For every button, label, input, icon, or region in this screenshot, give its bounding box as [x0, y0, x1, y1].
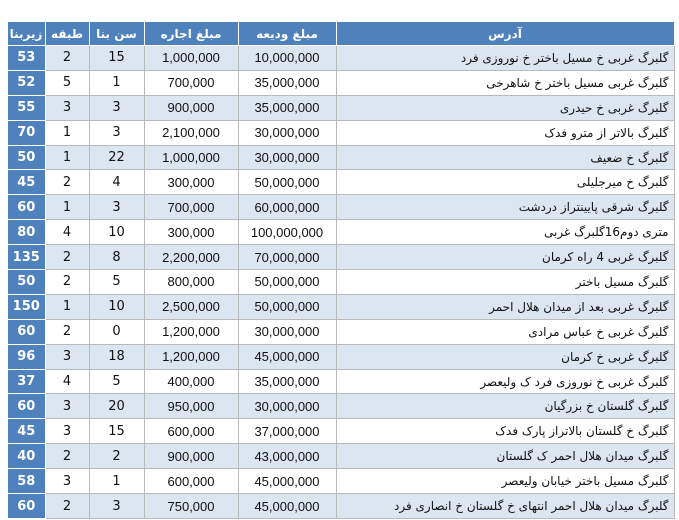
- table-row: [7, 120, 674, 145]
- floor-cell: 3: [45, 394, 89, 419]
- table-row: [7, 319, 674, 344]
- address-cell: گلبرگ غربی خ عباس مرادی: [336, 319, 674, 344]
- address-cell: گلبرگ غربی خ کرمان: [336, 344, 674, 369]
- area-cell: 45: [7, 419, 45, 444]
- table-row: [7, 394, 674, 419]
- age-cell: 1: [89, 469, 144, 494]
- floor-cell: 3: [45, 419, 89, 444]
- table-row: [7, 294, 674, 319]
- address-cell: گلبرگ خ میرجلیلی: [336, 170, 674, 195]
- area-cell: 60: [7, 319, 45, 344]
- area-cell: 70: [7, 120, 45, 145]
- rent-cell: 1,000,000: [144, 145, 238, 170]
- deposit-cell: 60,000,000: [238, 195, 336, 220]
- area-cell: 50: [7, 145, 45, 170]
- rent-cell: 950,000: [144, 394, 238, 419]
- rent-cell: 400,000: [144, 369, 238, 394]
- address-cell: گلبرگ میدان هلال احمر انتهای خ گلستان خ انصاری فرد: [336, 494, 674, 519]
- floor-cell: 2: [45, 319, 89, 344]
- rent-cell: 2,100,000: [144, 120, 238, 145]
- area-cell: 55: [7, 95, 45, 120]
- deposit-cell: 50,000,000: [238, 270, 336, 295]
- floor-cell: 2: [45, 46, 89, 71]
- area-cell: 58: [7, 469, 45, 494]
- age-cell: 8: [89, 245, 144, 270]
- floor-cell: 3: [45, 469, 89, 494]
- address-cell: گلبرگ غربی بعد از میدان هلال احمر: [336, 294, 674, 319]
- rent-cell: 750,000: [144, 494, 238, 519]
- table-header: [7, 22, 674, 46]
- age-cell: 10: [89, 220, 144, 245]
- address-cell: گلبرگ مسیل باختر خیابان ولیعصر: [336, 469, 674, 494]
- header-deposit: مبلغ ودیعه: [238, 22, 336, 46]
- header-address: آدرس: [336, 22, 674, 46]
- rent-cell: 300,000: [144, 170, 238, 195]
- age-cell: 3: [89, 195, 144, 220]
- rent-cell: 900,000: [144, 95, 238, 120]
- area-cell: 96: [7, 344, 45, 369]
- age-cell: 10: [89, 294, 144, 319]
- header-floor: طبقه: [45, 22, 89, 46]
- deposit-cell: 30,000,000: [238, 120, 336, 145]
- header-rent: مبلغ اجاره: [144, 22, 238, 46]
- header-age: سن بنا: [89, 22, 144, 46]
- header-row: [7, 22, 674, 46]
- deposit-cell: 43,000,000: [238, 444, 336, 469]
- area-cell: 45: [7, 170, 45, 195]
- rental-listings-table: [6, 21, 675, 519]
- area-cell: 150: [7, 294, 45, 319]
- age-cell: 5: [89, 270, 144, 295]
- rent-cell: 300,000: [144, 220, 238, 245]
- rent-cell: 900,000: [144, 444, 238, 469]
- rent-cell: 1,200,000: [144, 319, 238, 344]
- area-cell: 50: [7, 270, 45, 295]
- age-cell: 15: [89, 46, 144, 71]
- deposit-cell: 70,000,000: [238, 245, 336, 270]
- deposit-cell: 37,000,000: [238, 419, 336, 444]
- deposit-cell: 10,000,000: [238, 46, 336, 71]
- deposit-cell: 30,000,000: [238, 145, 336, 170]
- table-row: [7, 494, 674, 519]
- deposit-cell: 45,000,000: [238, 494, 336, 519]
- address-cell: گلبرگ مسیل باختر: [336, 270, 674, 295]
- rent-cell: 800,000: [144, 270, 238, 295]
- table-row: [7, 270, 674, 295]
- age-cell: 22: [89, 145, 144, 170]
- floor-cell: 4: [45, 369, 89, 394]
- age-cell: 2: [89, 444, 144, 469]
- age-cell: 15: [89, 419, 144, 444]
- floor-cell: 1: [45, 145, 89, 170]
- area-cell: 53: [7, 46, 45, 71]
- address-cell: گلبرگ غربی مسیل باختر خ شاهرخی: [336, 70, 674, 95]
- table-row: [7, 444, 674, 469]
- address-cell: گلبرگ غربی خ حیدری: [336, 95, 674, 120]
- floor-cell: 1: [45, 195, 89, 220]
- area-cell: 60: [7, 394, 45, 419]
- deposit-cell: 50,000,000: [238, 170, 336, 195]
- floor-cell: 2: [45, 444, 89, 469]
- deposit-cell: 30,000,000: [238, 319, 336, 344]
- rent-cell: 2,200,000: [144, 245, 238, 270]
- address-cell: گلبرگ غربی خ نوروزی فرد ک ولیعصر: [336, 369, 674, 394]
- table-row: [7, 195, 674, 220]
- deposit-cell: 35,000,000: [238, 95, 336, 120]
- deposit-cell: 45,000,000: [238, 469, 336, 494]
- floor-cell: 1: [45, 294, 89, 319]
- age-cell: 1: [89, 70, 144, 95]
- table-row: [7, 369, 674, 394]
- age-cell: 3: [89, 95, 144, 120]
- floor-cell: 3: [45, 344, 89, 369]
- deposit-cell: 45,000,000: [238, 344, 336, 369]
- floor-cell: 1: [45, 120, 89, 145]
- header-area: زیربنا: [7, 22, 45, 46]
- table-row: [7, 469, 674, 494]
- area-cell: 135: [7, 245, 45, 270]
- table-row: [7, 220, 674, 245]
- table-body: [7, 46, 674, 519]
- address-cell: گلبرگ غربی خ مسیل باختر خ نوروزی فرد: [336, 46, 674, 71]
- age-cell: 18: [89, 344, 144, 369]
- age-cell: 5: [89, 369, 144, 394]
- address-cell: گلبرگ خ گلستان بالاتراز پارک فدک: [336, 419, 674, 444]
- deposit-cell: 30,000,000: [238, 394, 336, 419]
- rent-cell: 700,000: [144, 195, 238, 220]
- address-cell: گلبرگ میدان هلال احمر ک گلستان: [336, 444, 674, 469]
- age-cell: 20: [89, 394, 144, 419]
- rent-cell: 600,000: [144, 469, 238, 494]
- area-cell: 40: [7, 444, 45, 469]
- age-cell: 3: [89, 494, 144, 519]
- table-row: [7, 46, 674, 71]
- area-cell: 60: [7, 195, 45, 220]
- table-row: [7, 145, 674, 170]
- rent-cell: 1,000,000: [144, 46, 238, 71]
- age-cell: 4: [89, 170, 144, 195]
- address-cell: گلبرگ غربی 4 راه کرمان: [336, 245, 674, 270]
- deposit-cell: 100,000,000: [238, 220, 336, 245]
- rent-cell: 600,000: [144, 419, 238, 444]
- deposit-cell: 35,000,000: [238, 369, 336, 394]
- age-cell: 3: [89, 120, 144, 145]
- area-cell: 52: [7, 70, 45, 95]
- rent-cell: 2,500,000: [144, 294, 238, 319]
- table-row: [7, 95, 674, 120]
- area-cell: 37: [7, 369, 45, 394]
- address-cell: گلبرگ گلستان خ بزرگیان: [336, 394, 674, 419]
- floor-cell: 2: [45, 494, 89, 519]
- floor-cell: 4: [45, 220, 89, 245]
- table-row: [7, 344, 674, 369]
- table-row: [7, 245, 674, 270]
- floor-cell: 2: [45, 245, 89, 270]
- age-cell: 0: [89, 319, 144, 344]
- floor-cell: 3: [45, 95, 89, 120]
- address-cell: متری دوم16گلبرگ غربی: [336, 220, 674, 245]
- area-cell: 80: [7, 220, 45, 245]
- area-cell: 60: [7, 494, 45, 519]
- table-row: [7, 170, 674, 195]
- rent-cell: 1,200,000: [144, 344, 238, 369]
- table-row: [7, 70, 674, 95]
- address-cell: گلبرگ شرقی پایینتراز دردشت: [336, 195, 674, 220]
- address-cell: گلبرگ بالاتر از مترو فدک: [336, 120, 674, 145]
- floor-cell: 2: [45, 270, 89, 295]
- deposit-cell: 35,000,000: [238, 70, 336, 95]
- rent-cell: 700,000: [144, 70, 238, 95]
- address-cell: گلبرگ خ ضعیف: [336, 145, 674, 170]
- floor-cell: 2: [45, 170, 89, 195]
- table-row: [7, 419, 674, 444]
- floor-cell: 5: [45, 70, 89, 95]
- deposit-cell: 50,000,000: [238, 294, 336, 319]
